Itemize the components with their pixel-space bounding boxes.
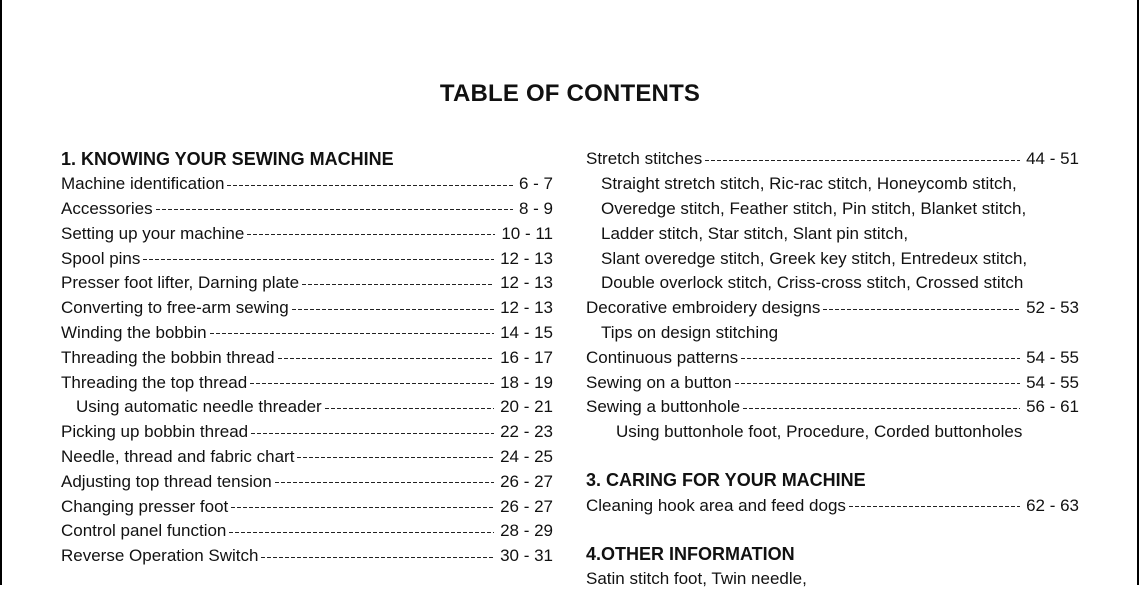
- dot-leader: [325, 408, 494, 409]
- toc-entry[interactable]: [61, 271, 553, 296]
- toc-right-column: [586, 147, 1079, 592]
- toc-entry-label: Spool pins: [61, 248, 141, 268]
- dot-leader: [743, 408, 1020, 409]
- dot-leader: [231, 507, 494, 508]
- toc-entry-label: Reverse Operation Switch: [61, 546, 259, 566]
- toc-entry-pages: 22 - 23: [500, 422, 553, 442]
- toc-entry-label: Picking up bobbin thread: [61, 422, 249, 442]
- toc-left-column: [61, 147, 553, 569]
- toc-entry-pages: 14 - 15: [500, 322, 553, 342]
- dot-leader: [292, 309, 494, 310]
- dot-leader: [143, 259, 494, 260]
- toc-subtopic-line: Tips on design stitching: [601, 322, 779, 342]
- toc-entry-label: Stretch stitches: [586, 149, 703, 169]
- toc-entry-pages: 44 - 51: [1026, 149, 1079, 169]
- toc-entry[interactable]: [61, 519, 553, 544]
- toc-entry-pages: 56 - 61: [1026, 397, 1079, 417]
- toc-entry-pages: 24 - 25: [500, 446, 553, 466]
- toc-entry[interactable]: [61, 494, 553, 519]
- toc-entry[interactable]: [61, 197, 553, 222]
- dot-leader: [210, 333, 495, 334]
- section-4-heading: 4.OTHER INFORMATION: [586, 544, 795, 565]
- dot-leader: [261, 557, 494, 558]
- toc-entry[interactable]: [586, 395, 1079, 420]
- toc-entry[interactable]: [61, 445, 553, 470]
- toc-entry-list: [61, 172, 553, 569]
- toc-entry-pages: 54 - 55: [1026, 347, 1079, 367]
- toc-entry[interactable]: [586, 296, 1079, 321]
- toc-entry-pages: 12 - 13: [500, 248, 553, 268]
- dot-leader: [275, 482, 494, 483]
- toc-entry-label: Setting up your machine: [61, 223, 245, 243]
- toc-entry[interactable]: [61, 420, 553, 445]
- dot-leader: [250, 383, 494, 384]
- toc-entry-pages: 12 - 13: [500, 298, 553, 318]
- dot-leader: [302, 284, 494, 285]
- toc-entry-label: Changing presser foot: [61, 496, 229, 516]
- dot-leader: [229, 532, 494, 533]
- toc-entry[interactable]: [586, 345, 1079, 370]
- toc-entry-pages: 26 - 27: [500, 496, 553, 516]
- toc-entry[interactable]: [61, 246, 553, 271]
- toc-entry[interactable]: [61, 172, 553, 197]
- toc-subtopic-line: Slant overedge stitch, Greek key stitch, Entredeux stitch,: [601, 248, 1028, 268]
- section-spacer: [586, 445, 1079, 469]
- toc-entry-label: Needle, thread and fabric chart: [61, 446, 295, 466]
- toc-entry[interactable]: [61, 221, 553, 246]
- toc-entry-pages: 18 - 19: [500, 372, 553, 392]
- dot-leader: [823, 309, 1020, 310]
- toc-entry-label: Continuous patterns: [586, 347, 739, 367]
- toc-entry-label: Using automatic needle threader: [76, 397, 322, 417]
- toc-entry-label: Presser foot lifter, Darning plate: [61, 273, 300, 293]
- toc-entry[interactable]: [586, 147, 1079, 172]
- toc-entry-label: Sewing a buttonhole: [586, 397, 741, 417]
- dot-leader: [741, 358, 1020, 359]
- dot-leader: [735, 383, 1021, 384]
- toc-entry[interactable]: [61, 321, 553, 346]
- toc-subtopic-line: Ladder stitch, Star stitch, Slant pin stitch,: [601, 223, 909, 243]
- toc-subtopic-line: Satin stitch foot, Twin needle,: [586, 569, 807, 589]
- toc-entry[interactable]: [61, 370, 553, 395]
- toc-entry[interactable]: [61, 296, 553, 321]
- toc-entry-pages: 8 - 9: [518, 198, 553, 218]
- toc-entry-pages: 62 - 63: [1026, 495, 1079, 515]
- toc-entry-pages: 54 - 55: [1026, 372, 1079, 392]
- toc-entry-pages: 10 - 11: [501, 223, 553, 243]
- toc-subtopic-line: Double overlock stitch, Criss-cross stitch, Crossed stitch: [601, 273, 1024, 293]
- toc-entry-pages: 16 - 17: [500, 347, 553, 367]
- section-spacer: [586, 518, 1079, 542]
- section-1-heading: 1. KNOWING YOUR SEWING MACHINE: [61, 148, 394, 169]
- dot-leader: [278, 358, 494, 359]
- toc-entry[interactable]: [61, 345, 553, 370]
- toc-entry-label: Accessories: [61, 198, 153, 218]
- toc-entry-label: Adjusting top thread tension: [61, 471, 272, 491]
- dot-leader: [247, 234, 495, 235]
- toc-entry-label: Decorative embroidery designs: [586, 298, 821, 318]
- toc-entry[interactable]: [61, 469, 553, 494]
- dot-leader: [705, 160, 1020, 161]
- dot-leader: [251, 433, 494, 434]
- toc-subtopic-line: Overedge stitch, Feather stitch, Pin stitch, Blanket stitch,: [601, 198, 1027, 218]
- toc-entry-label: Converting to free-arm sewing: [61, 298, 289, 318]
- page-title: TABLE OF CONTENTS: [439, 80, 701, 107]
- toc-entry-pages: 52 - 53: [1026, 298, 1079, 318]
- toc-entry-label: Sewing on a button: [586, 372, 732, 392]
- toc-entry-pages: 28 - 29: [500, 521, 553, 541]
- toc-subtopic-line: Using buttonhole foot, Procedure, Corded buttonholes: [616, 422, 1023, 442]
- toc-entry-label: Threading the bobbin thread: [61, 347, 275, 367]
- toc-entry[interactable]: [586, 493, 1079, 518]
- dot-leader: [297, 457, 494, 458]
- toc-entry[interactable]: [586, 370, 1079, 395]
- toc-entry-pages: 6 - 7: [518, 174, 553, 194]
- toc-entry-label: Cleaning hook area and feed dogs: [586, 495, 846, 515]
- toc-entry-pages: 20 - 21: [500, 397, 553, 417]
- toc-entry-pages: 12 - 13: [500, 273, 553, 293]
- toc-entry-pages: 26 - 27: [500, 471, 553, 491]
- toc-entry-label: Control panel function: [61, 521, 227, 541]
- section-3-heading: 3. CARING FOR YOUR MACHINE: [586, 470, 866, 491]
- toc-entry-pages: 30 - 31: [500, 546, 553, 566]
- toc-entry[interactable]: [61, 395, 553, 420]
- toc-entry[interactable]: [61, 544, 553, 569]
- toc-entry-label: Machine identification: [61, 174, 225, 194]
- toc-entry-label: Winding the bobbin: [61, 322, 207, 342]
- toc-subtopic-line: Straight stretch stitch, Ric-rac stitch, Honeycomb stitch,: [601, 174, 1017, 194]
- dot-leader: [156, 209, 513, 210]
- dot-leader: [849, 506, 1020, 507]
- toc-entry-label: Threading the top thread: [61, 372, 248, 392]
- dot-leader: [227, 185, 512, 186]
